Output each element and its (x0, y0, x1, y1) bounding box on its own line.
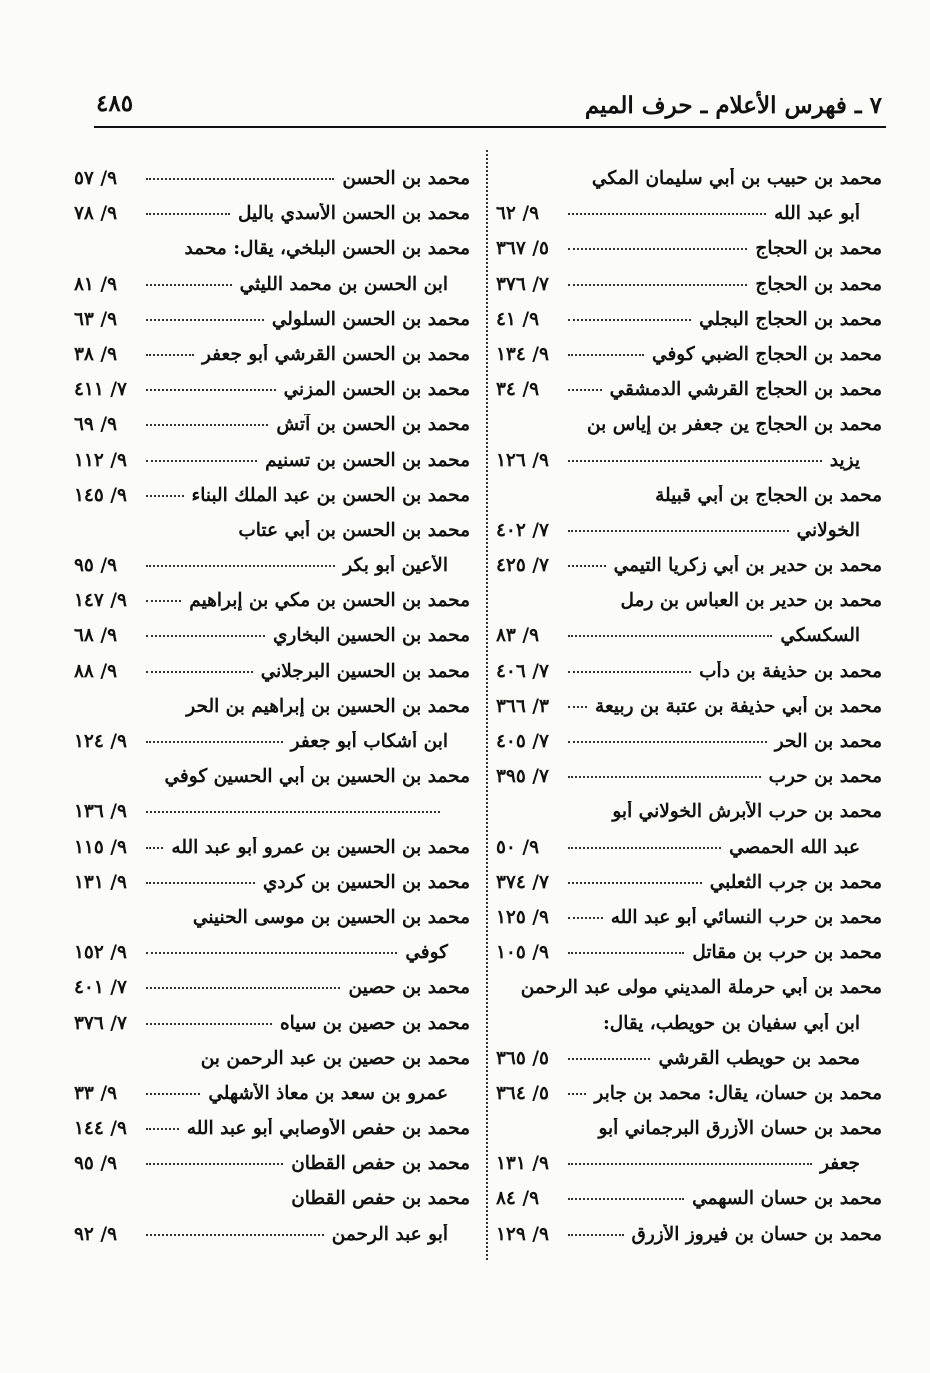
index-entry (496, 837, 882, 872)
entry-reference: ٧/ ٤٠١ (74, 977, 127, 999)
entry-name: محمد بن الحسن (342, 168, 470, 189)
index-column-left (74, 168, 470, 1259)
index-entry (496, 1118, 882, 1153)
dot-leader (146, 811, 440, 813)
page-number: ٤٨٥ (96, 90, 134, 117)
entry-reference: ٧/ ٣٧٤ (496, 871, 549, 893)
index-entry (496, 801, 882, 836)
dot-leader (568, 319, 691, 321)
entry-name: أبو عبد الرحمن (331, 1223, 448, 1245)
entry-name: محمد بن حدير بن أبي زكريا التيمي (613, 555, 882, 577)
dot-leader (146, 178, 334, 180)
entry-reference: ٩/ ٨٨ (74, 660, 118, 682)
entry-name: محمد بن الحسين البخاري (272, 625, 470, 647)
entry-name: محمد بن حسان الأزرق البرجماني أبو (598, 1118, 882, 1140)
index-entry (74, 1013, 470, 1048)
index-entry (496, 485, 882, 520)
dot-leader (146, 600, 181, 602)
index-entry (496, 414, 882, 449)
entry-name: محمد بن الحسين بن موسى الحنيني (192, 906, 470, 928)
entry-reference: ٩/ ١٢٥ (496, 906, 549, 928)
entry-name: محمد بن الحسن بن مكي بن إبراهيم (189, 590, 470, 612)
dot-leader (568, 952, 684, 954)
entry-name: محمد بن الحسين بن عمرو أبو عبد الله (171, 836, 470, 858)
entry-reference: ٩/ ٦٢ (496, 203, 540, 225)
dot-leader (568, 389, 602, 391)
index-entry (74, 203, 470, 238)
entry-reference: ٩/ ١٢٩ (496, 1223, 549, 1245)
entry-reference: ٧/ ٣٩٥ (496, 766, 549, 788)
dot-leader (146, 319, 264, 321)
dot-leader (568, 284, 747, 286)
entry-name: محمد بن الحر (774, 731, 882, 752)
entry-name: عبد الله الحمصي (729, 836, 860, 858)
index-entry (496, 1083, 882, 1118)
dot-leader (146, 671, 253, 673)
entry-name: محمد بن الحجاج (755, 273, 882, 295)
dot-leader (568, 671, 691, 673)
dot-leader (568, 917, 603, 919)
index-entry (496, 238, 882, 273)
dot-leader (146, 741, 283, 743)
entry-reference: ٩/ ٥٧ (74, 168, 118, 189)
index-entry (496, 379, 882, 414)
index-entry (74, 625, 470, 660)
dot-leader (146, 952, 397, 954)
entry-name: يزيد (829, 449, 860, 471)
column-divider (486, 150, 488, 1260)
entry-name: محمد بن حفص القطان (291, 1153, 470, 1175)
entry-reference: ٩/ ٦٩ (74, 414, 118, 436)
entry-name: محمد بن حرب النسائي أبو عبد الله (610, 906, 882, 928)
entry-name: محمد بن حرب بن مقاتل (692, 942, 882, 964)
index-entry (74, 555, 470, 590)
index-entry (74, 696, 470, 731)
index-entry (74, 661, 470, 696)
entry-reference: ٩/ ٩٢ (74, 1223, 118, 1245)
index-entry (74, 168, 470, 203)
entry-reference: ٩/ ١٢٤ (74, 731, 127, 752)
entry-name: ابن أشكاب أبو جعفر (290, 731, 448, 752)
entry-name: محمد بن حسان، يقال: محمد بن جابر (594, 1082, 882, 1104)
entry-reference: ٩/ ١٢٦ (496, 449, 549, 471)
entry-reference: ٧/ ٤٢٥ (496, 555, 549, 577)
index-entry (74, 1153, 470, 1188)
index-entry (496, 977, 882, 1012)
entry-reference: ٩/ ٤١ (496, 308, 540, 330)
header-rule (94, 126, 886, 128)
index-entry (74, 801, 470, 836)
dot-leader (568, 706, 587, 708)
dot-leader (146, 213, 230, 215)
dot-leader (146, 1093, 200, 1095)
dot-leader (568, 565, 606, 567)
index-entry (496, 1224, 882, 1259)
index-entry (496, 203, 882, 238)
entry-reference: ٥/ ٣٦٥ (496, 1047, 549, 1069)
dot-leader (146, 987, 340, 989)
entry-name: محمد بن حفص القطان (291, 1188, 470, 1210)
entry-name: محمد بن الحسين البرجلاني (260, 660, 470, 682)
index-entry (496, 344, 882, 379)
index-entry (74, 872, 470, 907)
entry-name: الأعين أبو بكر (343, 555, 448, 577)
index-entry (74, 379, 470, 414)
index-entry (74, 414, 470, 449)
index-entry (74, 907, 470, 942)
index-entry (496, 450, 882, 485)
entry-reference: ٥/ ٣٦٧ (496, 238, 549, 260)
dot-leader (568, 213, 766, 215)
dot-leader (146, 284, 232, 286)
index-entry (496, 309, 882, 344)
entry-reference: ٩/ ٩٥ (74, 555, 118, 577)
index-entry (496, 168, 882, 203)
index-entry (74, 766, 470, 801)
entry-reference: ٩/ ٣٣ (74, 1082, 118, 1104)
dot-leader (568, 635, 772, 637)
entry-name: محمد بن حويطب القرشي (658, 1047, 860, 1069)
entry-name: محمد بن الحسن بن تسنيم (265, 449, 470, 471)
entry-reference: ٩/ ٣٤ (496, 379, 540, 401)
index-entry (496, 1153, 882, 1188)
index-entry (74, 344, 470, 379)
entry-name: محمد بن أبي حرملة المديني مولى عبد الرحمن (520, 977, 882, 999)
dot-leader (568, 1198, 684, 1200)
index-entry (496, 274, 882, 309)
page-header-title: ٧ ـ فهرس الأعلام ـ حرف الميم (584, 92, 882, 119)
index-entry (496, 731, 882, 766)
entry-name: عمرو بن سعد بن معاذ الأشهلي (208, 1082, 448, 1104)
entry-name: ابن الحسن بن محمد الليثي (239, 273, 448, 295)
entry-name: محمد بن أبي حذيفة بن عتبة بن ربيعة (595, 695, 882, 717)
entry-reference: ٩/ ١١٢ (74, 449, 127, 471)
dot-leader (146, 565, 335, 567)
dot-leader (146, 389, 276, 391)
index-entry (496, 520, 882, 555)
index-entry (74, 942, 470, 977)
dot-leader (568, 776, 761, 778)
entry-name: جعفر (820, 1153, 860, 1175)
entry-name: ابن أبي سفيان بن حويطب، يقال: (602, 1012, 860, 1034)
index-entry (496, 590, 882, 625)
index-entry (496, 1188, 882, 1223)
entry-name: محمد بن حبيب بن أبي سليمان المكي (591, 168, 882, 189)
entry-name: محمد بن الحجاج (755, 238, 882, 260)
entry-name: محمد بن حصين بن عبد الرحمن بن (200, 1047, 470, 1069)
entry-reference: ٩/ ٨٣ (496, 625, 540, 647)
index-entry (74, 977, 470, 1012)
index-entry (74, 590, 470, 625)
entry-reference: ٩/ ١٤٧ (74, 590, 127, 612)
entry-name: محمد بن الحجاج القرشي الدمشقي (609, 379, 882, 401)
dot-leader (568, 1234, 624, 1236)
index-entry (74, 1118, 470, 1153)
entry-name: محمد بن الحسن بن عبد الملك البناء (191, 484, 470, 506)
entry-name: الخولاني (796, 519, 860, 541)
entry-reference: ٩/ ١٣٤ (496, 343, 549, 365)
index-entry (496, 1048, 882, 1083)
index-entry (74, 274, 470, 309)
entry-reference: ٩/ ٥٠ (496, 836, 540, 858)
index-entry (496, 696, 882, 731)
index-entry (496, 872, 882, 907)
entry-reference: ٩/ ١٣١ (496, 1153, 549, 1175)
entry-reference: ٣/ ٣٦٦ (496, 695, 549, 717)
entry-reference: ٩/ ١٣١ (74, 871, 127, 893)
entry-reference: ٩/ ١٥٢ (74, 942, 127, 964)
entry-reference: ٧/ ٤٠٥ (496, 731, 549, 752)
index-entry (74, 1048, 470, 1083)
entry-name: محمد بن حرب (768, 766, 882, 788)
dot-leader (568, 1163, 812, 1165)
dot-leader (568, 248, 747, 250)
entry-reference: ٧/ ٤٠٦ (496, 660, 549, 682)
entry-reference: ٩/ ١٤٥ (74, 484, 127, 506)
dot-leader (568, 354, 644, 356)
dot-leader (146, 1234, 324, 1236)
dot-leader (146, 1163, 283, 1165)
entry-reference: ٩/ ٣٨ (74, 343, 118, 365)
entry-name: محمد بن حدير بن العباس بن رمل (620, 590, 882, 612)
dot-leader (568, 460, 822, 462)
entry-reference: ٩/ ١١٥ (74, 836, 127, 858)
index-entry (496, 942, 882, 977)
index-entry (496, 661, 882, 696)
dot-leader (146, 495, 184, 497)
entry-name: محمد بن حصين بن سياه (279, 1012, 470, 1034)
entry-name: محمد بن الحسن السلولي (271, 308, 470, 330)
entry-name: محمد بن حصين (348, 977, 470, 999)
entry-reference: ٧/ ٣٧٦ (74, 1012, 127, 1034)
index-entry (74, 1188, 470, 1223)
entry-name: محمد بن الحجاج الضبي كوفي (652, 343, 882, 365)
index-entry (496, 555, 882, 590)
entry-name: محمد بن الحجاج البجلي (699, 308, 882, 330)
dot-leader (568, 847, 721, 849)
entry-reference: ٧/ ٣٧٦ (496, 273, 549, 295)
entry-name: محمد بن الحسن البلخي، يقال: محمد (184, 238, 470, 260)
entry-reference: ٥/ ٣٦٤ (496, 1082, 549, 1104)
entry-name: محمد بن الحسين بن إبراهيم بن الحر (186, 695, 470, 717)
dot-leader (146, 882, 255, 884)
entry-reference: ٩/ ٦٨ (74, 625, 118, 647)
dot-leader (568, 1058, 650, 1060)
entry-name: السكسكي (780, 625, 860, 647)
dot-leader (146, 424, 268, 426)
entry-name: محمد بن الحجاج ين جعفر بن إياس بن (587, 414, 882, 436)
dot-leader (568, 741, 767, 743)
entry-name: محمد بن جرب الثعلبي (709, 871, 882, 893)
dot-leader (146, 354, 194, 356)
entry-name: محمد بن حسان السهمي (692, 1188, 882, 1210)
index-entry (74, 1224, 470, 1259)
index-entry (74, 837, 470, 872)
index-entry (74, 450, 470, 485)
entry-reference: ٩/ ٨١ (74, 273, 118, 295)
entry-reference: ٧/ ٤١١ (74, 379, 127, 401)
entry-name: محمد بن حرب الأبرش الخولاني أبو (612, 801, 882, 823)
entry-name: كوفي (405, 942, 448, 964)
entry-reference: ٩/ ٩٥ (74, 1153, 118, 1175)
dot-leader (146, 847, 163, 849)
index-entry (496, 907, 882, 942)
entry-reference: ٩/ ١٣٦ (74, 801, 127, 823)
index-entry (74, 520, 470, 555)
entry-name: محمد بن الحسن الأسدي باليل (238, 203, 470, 225)
dot-leader (568, 882, 702, 884)
entry-name: محمد بن الحسين بن أبي الحسين كوفي (164, 766, 470, 788)
entry-name: محمد بن الحسين بن كردي (262, 871, 470, 893)
entry-reference: ٩/ ٦٣ (74, 308, 118, 330)
index-entry (74, 238, 470, 273)
entry-reference: ٧/ ٤٠٢ (496, 519, 549, 541)
index-entry (496, 766, 882, 801)
index-entry (74, 731, 470, 766)
entry-name: محمد بن الحسن بن آتش (276, 414, 470, 436)
index-column-right (496, 168, 882, 1259)
dot-leader (568, 1093, 586, 1095)
entry-name: محمد بن حذيفة بن دأب (699, 660, 882, 682)
index-entry (496, 625, 882, 660)
dot-leader (568, 530, 789, 532)
entry-reference: ٩/ ٨٤ (496, 1188, 540, 1210)
entry-name: محمد بن الحسن بن أبي عتاب (238, 519, 470, 541)
entry-reference: ٩/ ١٤٤ (74, 1118, 127, 1140)
dot-leader (146, 635, 265, 637)
entry-name: محمد بن الحجاج بن أبي قبيلة (655, 484, 882, 506)
entry-name: محمد بن حسان بن فيروز الأزرق (631, 1223, 882, 1245)
entry-name: محمد بن الحسن القرشي أبو جعفر (201, 343, 470, 365)
entry-name: محمد بن الحسن المزني (283, 379, 470, 401)
dot-leader (146, 1023, 272, 1025)
dot-leader (146, 1128, 179, 1130)
entry-name: محمد بن حفص الأوصابي أبو عبد الله (186, 1118, 470, 1140)
index-entry (74, 1083, 470, 1118)
index-entry (74, 485, 470, 520)
index-entry (74, 309, 470, 344)
dot-leader (146, 460, 257, 462)
entry-name: أبو عبد الله (774, 203, 860, 225)
entry-reference: ٩/ ١٠٥ (496, 942, 549, 964)
entry-reference: ٩/ ٧٨ (74, 203, 118, 225)
index-entry (496, 1013, 882, 1048)
